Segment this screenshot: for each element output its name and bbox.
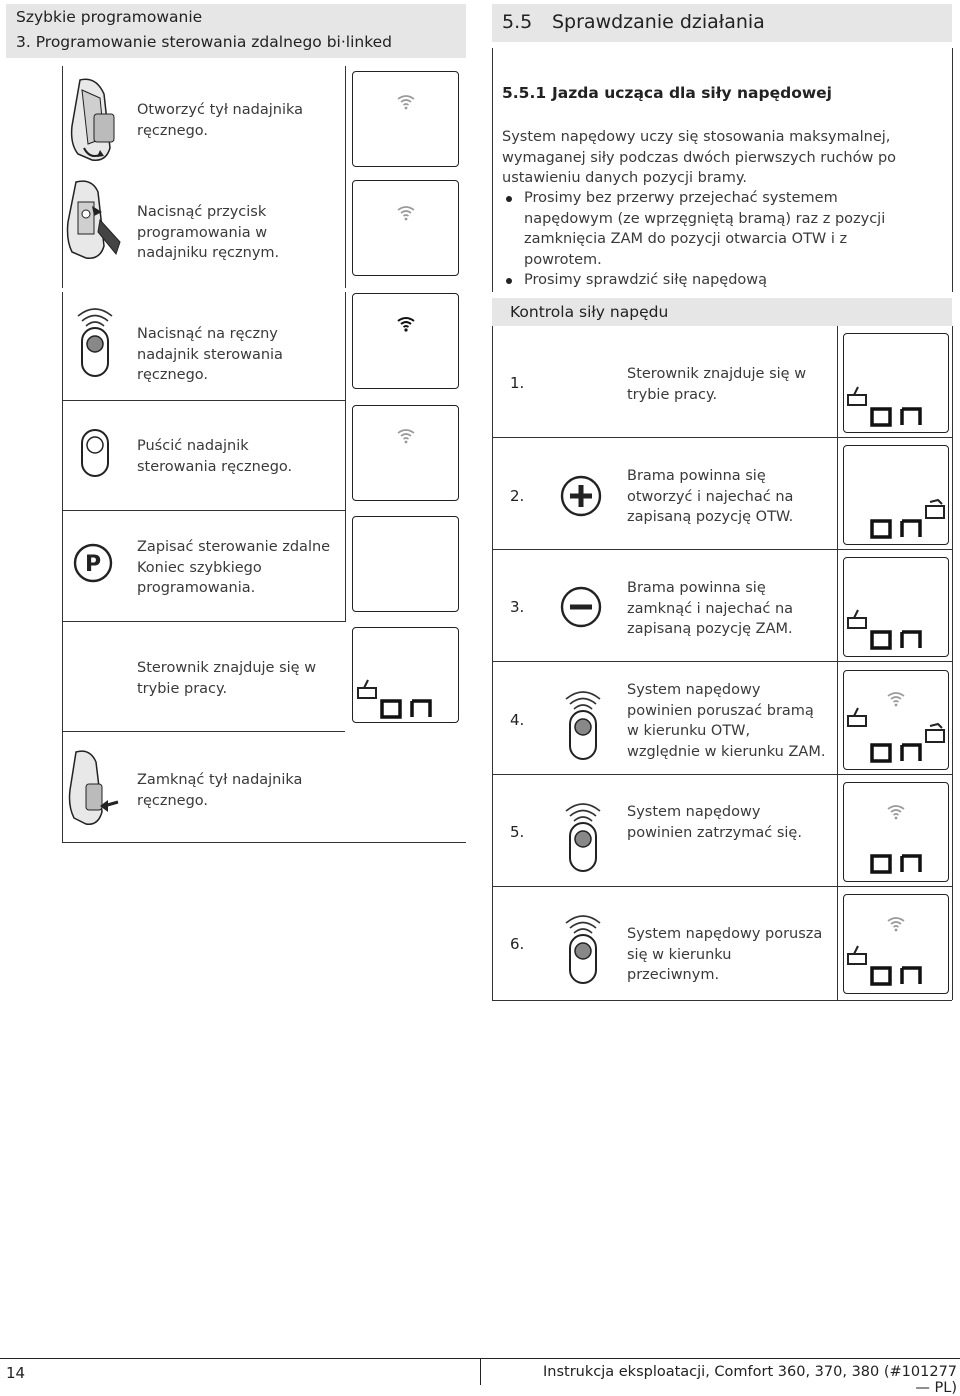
bullet-item: Prosimy sprawdzić siłę napędową	[502, 270, 922, 291]
intro-paragraph: System napędowy uczy się stosowania maksymalnej, wymaganej siły podczas dwóch pierwszych ruchów po ustawieniu danych pozycji bramy.	[502, 129, 897, 186]
display-panel	[352, 71, 459, 167]
row-text: Brama powinna się otworzyć i najechać na zapisaną pozycję OTW.	[627, 468, 794, 525]
remote-open-back-illustration	[66, 74, 126, 166]
handheld-transmitter-signal-icon	[558, 907, 608, 987]
step-text: Sterownik znajduje się w trybie pracy.	[137, 660, 317, 697]
wifi-signal-icon	[886, 916, 906, 932]
row-number: 5.	[510, 823, 525, 841]
divider	[492, 1000, 952, 1001]
remote-program-button-illustration	[64, 176, 130, 272]
divider	[492, 326, 493, 1000]
table-header-title: Kontrola siły napędu	[510, 303, 669, 321]
seven-segment-on-display	[380, 697, 436, 719]
divider	[492, 886, 952, 887]
document-title: Instrukcja eksploatacji, Comfort 360, 370, 380 (#101277 — PL)	[543, 1364, 958, 1396]
divider	[62, 842, 466, 843]
wifi-signal-icon	[886, 804, 906, 820]
row-text: System napędowy powinien zatrzymać się.	[627, 804, 802, 841]
page-number: 14	[6, 1364, 26, 1382]
svg-text:P: P	[84, 552, 102, 577]
row-number: 1.	[510, 374, 525, 392]
display-panel	[352, 516, 459, 612]
wifi-signal-icon	[886, 691, 906, 707]
step-text: Nacisnąć przycisk programowania w nadajniku ręcznym.	[137, 204, 280, 261]
plus-button-icon	[560, 475, 602, 517]
seven-segment-on-display	[870, 964, 926, 986]
wifi-signal-icon	[396, 205, 416, 221]
divider	[492, 774, 952, 775]
gate-open-icon	[924, 498, 946, 520]
display-panel	[352, 405, 459, 501]
wifi-signal-icon	[396, 316, 416, 332]
seven-segment-on-display	[870, 852, 926, 874]
divider	[62, 731, 345, 732]
row-number: 2.	[510, 487, 525, 505]
gate-open-icon	[924, 722, 946, 744]
row-text: Sterownik znajduje się w trybie pracy.	[627, 366, 807, 403]
left-header-title: Szybkie programowanie	[16, 8, 203, 26]
row-number: 4.	[510, 711, 525, 729]
divider	[62, 66, 63, 288]
gate-closed-icon	[846, 706, 868, 728]
seven-segment-on-display	[870, 628, 926, 650]
section-title: Sprawdzanie działania	[552, 11, 765, 33]
remote-close-back-illustration	[66, 746, 122, 832]
footer-divider	[480, 1358, 481, 1385]
handheld-transmitter-signal-icon	[70, 300, 120, 380]
step-text: Zamknąć tył nadajnika ręcznego.	[137, 772, 303, 809]
gate-closed-icon	[846, 944, 868, 966]
row-text: Brama powinna się zamknąć i najechać na zapisaną pozycję ZAM.	[627, 580, 794, 637]
wifi-signal-icon	[396, 428, 416, 444]
divider	[345, 66, 346, 288]
handheld-transmitter-signal-icon	[558, 795, 608, 875]
divider	[62, 621, 345, 622]
program-p-icon	[73, 543, 113, 583]
left-header-subtitle: 3. Programowanie sterowania zdalnego bi·linked	[16, 33, 392, 51]
divider	[345, 292, 346, 622]
divider	[492, 437, 952, 438]
row-text: System napędowy powinien poruszać bramą w kierunku OTW, względnie w kierunku ZAM.	[627, 682, 826, 760]
row-number: 3.	[510, 598, 525, 616]
gate-closed-icon	[846, 385, 868, 407]
gate-closed-icon	[846, 608, 868, 630]
row-text: System napędowy porusza się w kierunku przeciwnym.	[627, 926, 823, 983]
wifi-signal-icon	[396, 94, 416, 110]
row-number: 6.	[510, 935, 525, 953]
divider	[952, 48, 953, 292]
display-panel	[352, 180, 459, 276]
bullet-item: Prosimy bez przerwy przejechać systemem napędowym (ze wprzęgniętą bramą) raz z pozycji zamknięcia ZAM do pozycji otwarcia OTW i z powrotem.	[502, 188, 922, 270]
divider	[62, 510, 345, 511]
section-number: 5.5	[502, 11, 533, 33]
step-text: Zapisać sterowanie zdalne Koniec szybkiego programowania.	[137, 539, 331, 596]
divider	[492, 661, 952, 662]
seven-segment-on-display	[870, 405, 926, 427]
subsection-number: 5.5.1	[502, 84, 547, 102]
divider	[492, 549, 952, 550]
divider	[492, 48, 493, 292]
seven-segment-on-display	[870, 517, 926, 539]
divider	[62, 400, 345, 401]
subsection-title: Jazda ucząca dla siły napędowej	[552, 84, 832, 102]
step-text: Puścić nadajnik sterowania ręcznego.	[137, 438, 293, 475]
divider	[62, 292, 63, 842]
divider	[837, 326, 838, 1000]
step-text: Nacisnąć na ręczny nadajnik sterowania ręcznego.	[137, 326, 283, 383]
bullet-list	[502, 188, 922, 291]
minus-button-icon	[560, 586, 602, 628]
display-panel	[352, 293, 459, 389]
gate-closed-icon	[356, 678, 378, 700]
handheld-transmitter-signal-icon	[558, 683, 608, 763]
divider	[952, 326, 953, 1000]
seven-segment-on-display	[870, 741, 926, 763]
handheld-transmitter-icon	[78, 428, 112, 480]
step-text: Otworzyć tył nadajnika ręcznego.	[137, 102, 303, 139]
